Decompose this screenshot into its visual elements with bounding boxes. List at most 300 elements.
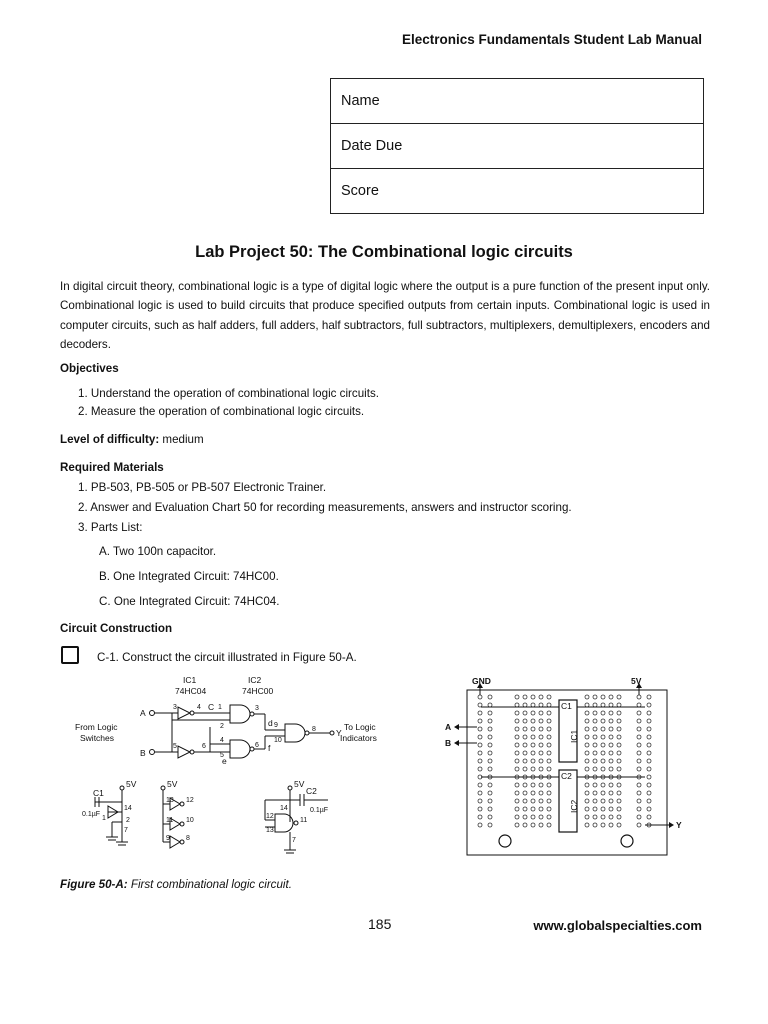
- logic-schematic: [60, 672, 400, 872]
- construction-heading: Circuit Construction: [60, 622, 173, 635]
- breadboard-hole: [609, 759, 613, 763]
- breadboard-hole: [637, 735, 641, 739]
- breadboard-hole: [609, 815, 613, 819]
- breadboard-hole: [609, 695, 613, 699]
- breadboard-hole: [523, 735, 527, 739]
- material-item: 3. Parts List:: [78, 521, 143, 534]
- breadboard-hole: [593, 815, 597, 819]
- breadboard-hole: [547, 751, 551, 755]
- output-y-label: Y: [336, 728, 342, 738]
- breadboard-hole: [547, 711, 551, 715]
- breadboard-hole: [637, 767, 641, 771]
- breadboard-hole: [617, 807, 621, 811]
- breadboard-hole: [531, 823, 535, 827]
- breadboard-hole: [647, 807, 651, 811]
- breadboard-hole: [539, 815, 543, 819]
- vcc-label: 5V: [167, 779, 178, 789]
- breadboard-hole: [488, 703, 492, 707]
- breadboard-hole: [478, 759, 482, 763]
- breadboard-hole: [647, 767, 651, 771]
- node-c-label: C: [208, 702, 215, 712]
- breadboard-hole: [488, 767, 492, 771]
- pin-label: 11: [166, 817, 174, 824]
- breadboard-hole: [593, 767, 597, 771]
- breadboard-hole: [585, 711, 589, 715]
- pin-label: 1: [102, 815, 106, 822]
- from-logic-label: From Logic: [75, 722, 118, 732]
- breadboard-hole: [547, 719, 551, 723]
- breadboard-hole: [523, 759, 527, 763]
- breadboard-hole: [547, 799, 551, 803]
- breadboard-hole: [547, 703, 551, 707]
- breadboard-hole: [478, 751, 482, 755]
- cap-c1-label: C1: [93, 788, 104, 798]
- material-item: 1. PB-503, PB-505 or PB-507 Electronic Trainer.: [78, 481, 327, 494]
- breadboard-hole: [593, 695, 597, 699]
- breadboard-hole: [515, 783, 519, 787]
- breadboard-hole: [593, 743, 597, 747]
- breadboard-hole: [547, 807, 551, 811]
- bb-y-label: Y: [676, 820, 682, 830]
- breadboard-hole: [617, 759, 621, 763]
- breadboard-hole: [585, 767, 589, 771]
- breadboard-hole: [531, 767, 535, 771]
- part-item: A. Two 100n capacitor.: [99, 545, 217, 558]
- breadboard-hole: [488, 815, 492, 819]
- breadboard-hole: [547, 767, 551, 771]
- breadboard-hole: [601, 727, 605, 731]
- breadboard-hole: [601, 815, 605, 819]
- breadboard-hole: [539, 759, 543, 763]
- breadboard-hole: [617, 703, 621, 707]
- pin-label: 9: [166, 835, 170, 842]
- pin-label: 12: [186, 797, 194, 804]
- breadboard-hole: [617, 735, 621, 739]
- input-a-terminal: [150, 711, 155, 716]
- materials-heading: Required Materials: [60, 461, 164, 474]
- breadboard-hole: [539, 695, 543, 699]
- breadboard-hole: [585, 807, 589, 811]
- breadboard-hole: [585, 759, 589, 763]
- input-b-label: B: [140, 748, 146, 758]
- breadboard-hole: [515, 759, 519, 763]
- breadboard-hole: [601, 767, 605, 771]
- breadboard-hole: [637, 711, 641, 715]
- breadboard-hole: [637, 751, 641, 755]
- breadboard-hole: [609, 807, 613, 811]
- breadboard-hole: [647, 791, 651, 795]
- breadboard-hole: [547, 759, 551, 763]
- breadboard-hole: [609, 823, 613, 827]
- breadboard-hole: [523, 703, 527, 707]
- breadboard-hole: [647, 783, 651, 787]
- bb-b-label: B: [445, 738, 452, 748]
- breadboard-hole: [531, 711, 535, 715]
- breadboard-hole: [488, 719, 492, 723]
- breadboard-hole: [647, 719, 651, 723]
- breadboard-hole: [601, 759, 605, 763]
- breadboard-hole: [531, 807, 535, 811]
- breadboard-diagram: [445, 675, 685, 860]
- breadboard-hole: [488, 711, 492, 715]
- breadboard-hole: [647, 759, 651, 763]
- breadboard-hole: [617, 799, 621, 803]
- breadboard-hole: [547, 791, 551, 795]
- breadboard-hole: [609, 735, 613, 739]
- breadboard-hole: [539, 807, 543, 811]
- bb-ic1-label: IC1: [569, 729, 579, 743]
- breadboard-hole: [637, 695, 641, 699]
- pin-label: 14: [124, 805, 132, 812]
- objective-item: 2. Measure the operation of combinational logic circuits.: [78, 405, 365, 418]
- breadboard-hole: [478, 719, 482, 723]
- pin-label: 11: [300, 817, 308, 824]
- breadboard-hole: [478, 823, 482, 827]
- breadboard-hole: [601, 719, 605, 723]
- vcc-label: 5V: [126, 779, 137, 789]
- breadboard-hole: [585, 703, 589, 707]
- breadboard-hole: [647, 743, 651, 747]
- pin-label: 8: [312, 726, 316, 733]
- breadboard-hole: [515, 695, 519, 699]
- manual-header: Electronics Fundamentals Student Lab Manual: [401, 32, 702, 47]
- breadboard-hole: [617, 823, 621, 827]
- breadboard-hole: [593, 703, 597, 707]
- breadboard-hole: [478, 807, 482, 811]
- student-info-box: [330, 78, 704, 214]
- breadboard-hole: [593, 823, 597, 827]
- breadboard-hole: [637, 703, 641, 707]
- breadboard-hole: [523, 751, 527, 755]
- breadboard-hole: [547, 823, 551, 827]
- page-title: Lab Project 50: The Combinational logic circuits: [195, 243, 573, 261]
- part-item: C. One Integrated Circuit: 74HC04.: [99, 595, 280, 608]
- nand-gate-3: [285, 724, 305, 742]
- footer-website[interactable]: www.globalspecialties.com: [533, 918, 702, 933]
- pin-label: 3: [255, 705, 259, 712]
- breadboard-hole: [531, 815, 535, 819]
- difficulty-value: medium: [159, 433, 204, 446]
- intro-paragraph: In digital circuit theory, combinational logic is a type of digital logic where the output is a pure function of the present input only. Combinational logic is used to build circuits that produce specified outputs from certain inputs. Combinational logic is used in computer circuits, such as half adders, full adders, half subtractors, full subtractors, multiplexers, demultiplexers, encoders and decoders.: [60, 280, 710, 352]
- breadboard-hole: [488, 791, 492, 795]
- figure-caption-text: First combinational logic circuit.: [127, 878, 292, 891]
- breadboard-hole: [547, 783, 551, 787]
- breadboard-hole: [585, 743, 589, 747]
- breadboard-hole: [647, 695, 651, 699]
- nand-gate-2: [230, 740, 250, 758]
- breadboard-hole: [601, 743, 605, 747]
- breadboard-hole: [523, 719, 527, 723]
- breadboard-hole: [478, 783, 482, 787]
- breadboard-hole: [488, 807, 492, 811]
- breadboard-hole: [601, 735, 605, 739]
- breadboard-hole: [609, 727, 613, 731]
- breadboard-hole: [488, 799, 492, 803]
- output-y-terminal: [330, 731, 334, 735]
- breadboard-hole: [585, 751, 589, 755]
- breadboard-hole: [593, 711, 597, 715]
- bb-5v-label: 5V: [631, 676, 642, 686]
- difficulty-line: [60, 433, 204, 446]
- breadboard-hole: [523, 783, 527, 787]
- breadboard-hole: [585, 791, 589, 795]
- breadboard-hole: [617, 727, 621, 731]
- breadboard-hole: [585, 735, 589, 739]
- breadboard-hole: [523, 727, 527, 731]
- breadboard-hole: [515, 799, 519, 803]
- breadboard-hole: [515, 735, 519, 739]
- bb-a-label: A: [445, 722, 452, 732]
- breadboard-hole: [647, 775, 651, 779]
- pin-label: 12: [266, 813, 274, 820]
- bb-gnd-label: GND: [472, 676, 491, 686]
- breadboard-hole: [515, 719, 519, 723]
- score-field[interactable]: Score: [341, 183, 379, 199]
- breadboard-hole: [488, 727, 492, 731]
- breadboard-hole: [593, 719, 597, 723]
- pin-label: 5: [173, 743, 177, 750]
- breadboard-hole: [488, 751, 492, 755]
- breadboard-hole: [617, 711, 621, 715]
- pin-label: 7: [124, 827, 128, 834]
- breadboard-hole: [647, 751, 651, 755]
- ic1-label: IC1: [183, 675, 197, 685]
- pin-label: 5: [220, 752, 224, 759]
- breadboard-hole: [478, 791, 482, 795]
- breadboard-hole: [531, 695, 535, 699]
- breadboard-hole: [539, 711, 543, 715]
- cap-c2-value: 0.1µF: [310, 807, 329, 814]
- page-number: 185: [368, 916, 392, 932]
- pin-label: 2: [220, 723, 224, 730]
- breadboard-hole: [488, 783, 492, 787]
- breadboard-hole: [601, 823, 605, 827]
- breadboard-hole: [647, 799, 651, 803]
- material-item: 2. Answer and Evaluation Chart 50 for recording measurements, answers and instructor scoring.: [78, 501, 572, 514]
- pin-label: 6: [255, 742, 259, 749]
- breadboard-hole: [593, 735, 597, 739]
- breadboard-hole: [539, 751, 543, 755]
- breadboard-hole: [637, 727, 641, 731]
- breadboard-hole: [647, 735, 651, 739]
- breadboard-hole: [478, 767, 482, 771]
- breadboard-hole: [637, 823, 641, 827]
- breadboard-hole: [647, 727, 651, 731]
- breadboard-hole: [478, 727, 482, 731]
- breadboard-hole: [617, 815, 621, 819]
- breadboard-hole: [593, 751, 597, 755]
- breadboard-hole: [601, 703, 605, 707]
- mounting-hole: [621, 835, 633, 847]
- breadboard-hole: [531, 727, 535, 731]
- breadboard-hole: [547, 727, 551, 731]
- breadboard-hole: [488, 823, 492, 827]
- breadboard-hole: [539, 719, 543, 723]
- breadboard-hole: [617, 743, 621, 747]
- breadboard-hole: [531, 719, 535, 723]
- breadboard-hole: [539, 791, 543, 795]
- breadboard-hole: [523, 767, 527, 771]
- node-d-label: d: [268, 718, 273, 728]
- breadboard-hole: [531, 783, 535, 787]
- breadboard-hole: [515, 727, 519, 731]
- breadboard-hole: [585, 823, 589, 827]
- pin-label: 4: [220, 737, 224, 744]
- pin-label: 4: [197, 704, 201, 711]
- breadboard-hole: [478, 743, 482, 747]
- breadboard-hole: [647, 815, 651, 819]
- breadboard-hole: [515, 815, 519, 819]
- pin-label: 1: [218, 704, 222, 711]
- input-b-terminal: [150, 750, 155, 755]
- breadboard-hole: [617, 791, 621, 795]
- breadboard-hole: [488, 735, 492, 739]
- breadboard-hole: [531, 799, 535, 803]
- breadboard-hole: [617, 767, 621, 771]
- inverter-2: [178, 746, 190, 758]
- breadboard-hole: [617, 695, 621, 699]
- breadboard-hole: [593, 807, 597, 811]
- breadboard-hole: [609, 719, 613, 723]
- breadboard-hole: [515, 743, 519, 747]
- breadboard-hole: [488, 695, 492, 699]
- breadboard-hole: [531, 743, 535, 747]
- breadboard-hole: [609, 751, 613, 755]
- breadboard-hole: [547, 735, 551, 739]
- breadboard-hole: [585, 815, 589, 819]
- breadboard-hole: [637, 799, 641, 803]
- breadboard-hole: [609, 743, 613, 747]
- breadboard-hole: [593, 727, 597, 731]
- vcc-label: 5V: [294, 779, 305, 789]
- breadboard-hole: [609, 783, 613, 787]
- cap-c1-value: 0.1µF: [82, 811, 101, 818]
- breadboard-hole: [601, 711, 605, 715]
- part-item: B. One Integrated Circuit: 74HC00.: [99, 570, 279, 583]
- breadboard-hole: [547, 695, 551, 699]
- breadboard-hole: [539, 767, 543, 771]
- objective-item: 1. Understand the operation of combinational logic circuits.: [78, 387, 379, 400]
- breadboard-hole: [585, 727, 589, 731]
- breadboard-hole: [593, 791, 597, 795]
- breadboard-hole: [601, 799, 605, 803]
- inverter-1: [178, 707, 190, 719]
- breadboard-hole: [637, 783, 641, 787]
- pin-label: 8: [186, 835, 190, 842]
- bb-ic2-label: IC2: [569, 799, 579, 813]
- node-e-label: e: [222, 756, 227, 766]
- breadboard-hole: [601, 783, 605, 787]
- breadboard-hole: [647, 703, 651, 707]
- pin-label: 3: [173, 704, 177, 711]
- breadboard-hole: [478, 815, 482, 819]
- breadboard-hole: [515, 807, 519, 811]
- indicators-label: Indicators: [340, 733, 377, 743]
- pin-label: 10: [274, 737, 282, 744]
- breadboard-hole: [585, 719, 589, 723]
- bb-c2-label: C2: [561, 771, 572, 781]
- breadboard-hole: [515, 791, 519, 795]
- pin-label: 13: [166, 797, 174, 804]
- breadboard-hole: [601, 751, 605, 755]
- breadboard-hole: [637, 759, 641, 763]
- breadboard-hole: [478, 695, 482, 699]
- breadboard-hole: [515, 703, 519, 707]
- breadboard-hole: [647, 711, 651, 715]
- breadboard-hole: [585, 695, 589, 699]
- breadboard-hole: [593, 783, 597, 787]
- nand-gate-1: [230, 705, 250, 723]
- bb-c1-label: C1: [561, 701, 572, 711]
- breadboard-hole: [637, 791, 641, 795]
- ic1-part: 74HC04: [175, 686, 207, 696]
- objectives-heading: Objectives: [60, 362, 119, 375]
- breadboard-hole: [637, 743, 641, 747]
- breadboard-hole: [593, 759, 597, 763]
- cap-c2-label: C2: [306, 786, 317, 796]
- breadboard-hole: [531, 703, 535, 707]
- date-due-field[interactable]: Date Due: [331, 124, 703, 169]
- breadboard-hole: [539, 823, 543, 827]
- difficulty-label: Level of difficulty:: [60, 433, 160, 446]
- breadboard-hole: [539, 743, 543, 747]
- breadboard-hole: [539, 703, 543, 707]
- breadboard-hole: [585, 799, 589, 803]
- breadboard-hole: [609, 703, 613, 707]
- breadboard-hole: [617, 719, 621, 723]
- pin-label: 2: [126, 817, 130, 824]
- name-field[interactable]: Name: [331, 79, 703, 124]
- ic2-part: 74HC00: [242, 686, 274, 696]
- pin-label: 10: [186, 817, 194, 824]
- breadboard-hole: [488, 743, 492, 747]
- breadboard-hole: [523, 799, 527, 803]
- breadboard-hole: [531, 791, 535, 795]
- breadboard-hole: [523, 791, 527, 795]
- breadboard-hole: [547, 815, 551, 819]
- breadboard-hole: [531, 759, 535, 763]
- breadboard-hole: [609, 799, 613, 803]
- figure-caption: [60, 878, 292, 891]
- breadboard-hole: [539, 799, 543, 803]
- breadboard-hole: [523, 743, 527, 747]
- construction-step: C-1. Construct the circuit illustrated in Figure 50-A.: [97, 651, 357, 664]
- pin-label: 6: [202, 743, 206, 750]
- to-logic-label: To Logic: [344, 722, 376, 732]
- breadboard-hole: [523, 823, 527, 827]
- pin-label: 13: [266, 827, 274, 834]
- ic2-label: IC2: [248, 675, 262, 685]
- switches-label: Switches: [80, 733, 115, 743]
- breadboard-hole: [523, 711, 527, 715]
- step-checkbox[interactable]: [61, 646, 79, 664]
- breadboard-hole: [609, 791, 613, 795]
- pin-label: 14: [280, 805, 288, 812]
- breadboard-hole: [531, 735, 535, 739]
- breadboard-hole: [617, 751, 621, 755]
- breadboard-hole: [609, 711, 613, 715]
- breadboard-hole: [593, 799, 597, 803]
- breadboard-hole: [531, 751, 535, 755]
- breadboard-hole: [523, 807, 527, 811]
- breadboard-hole: [539, 727, 543, 731]
- breadboard-hole: [601, 695, 605, 699]
- pin-label: 9: [274, 722, 278, 729]
- breadboard-hole: [515, 711, 519, 715]
- breadboard-hole: [601, 791, 605, 795]
- breadboard-hole: [478, 799, 482, 803]
- breadboard-hole: [617, 783, 621, 787]
